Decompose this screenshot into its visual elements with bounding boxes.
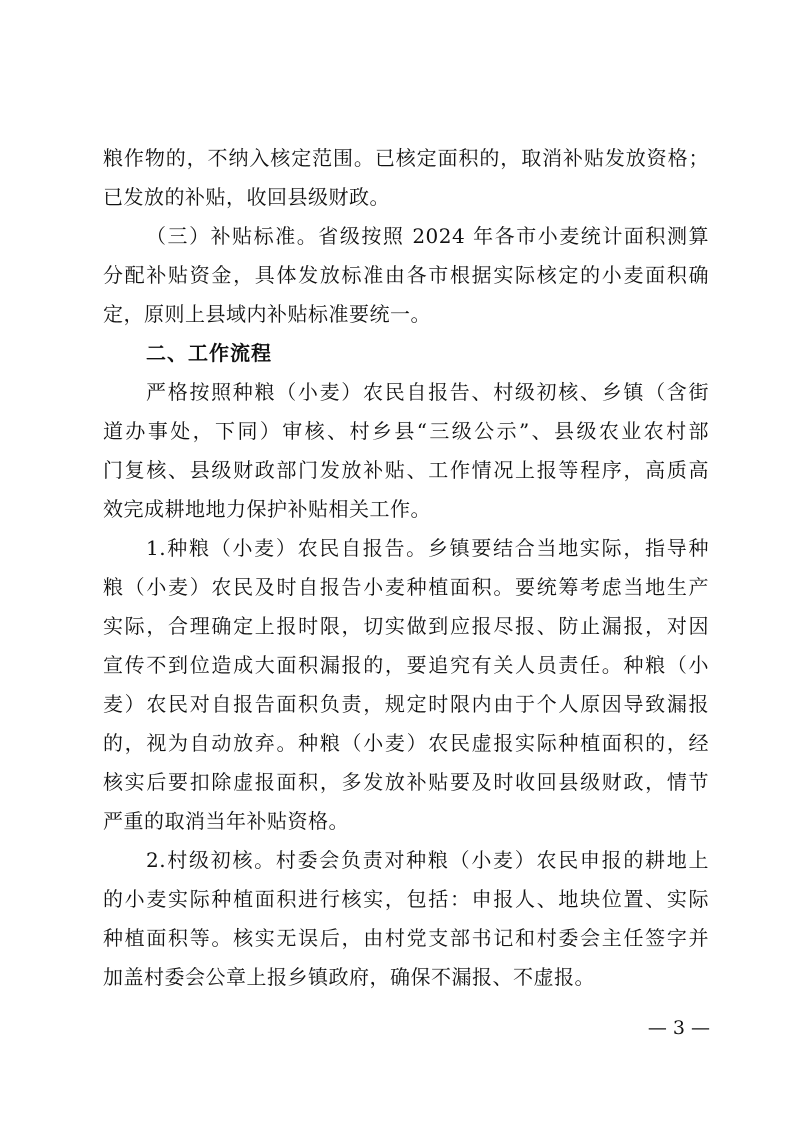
body-text-line: 门复核、县级财政部门发放补贴、工作情况上报等程序，高质高 bbox=[103, 458, 709, 482]
section-3-heading-line: （三）补贴标准。省级按照 2024 年各市小麦统计面积测算 bbox=[146, 224, 709, 248]
body-text-line: 种植面积等。核实无误后，由村党支部书记和村委会主任签字并 bbox=[103, 926, 709, 950]
body-text-line: 粮作物的，不纳入核定范围。已核定面积的，取消补贴发放资格； bbox=[103, 146, 709, 170]
body-text-line: 加盖村委会公章上报乡镇政府，确保不漏报、不虚报。 bbox=[103, 965, 595, 989]
body-text-line: 的小麦实际种植面积进行核实，包括：申报人、地块位置、实际 bbox=[103, 887, 709, 911]
section-heading-workflow: 二、工作流程 bbox=[146, 341, 272, 365]
body-text-line: 道办事处，下同）审核、村乡县“三级公示”、县级农业农村部 bbox=[103, 419, 709, 443]
item-2-heading-line: 2.村级初核。村委会负责对种粮（小麦）农民申报的耕地上 bbox=[146, 848, 709, 872]
body-text-line: 粮（小麦）农民及时自报告小麦种植面积。要统筹考虑当地生产 bbox=[103, 575, 709, 599]
body-text-line: 的，视为自动放弃。种粮（小麦）农民虚报实际种植面积的，经 bbox=[103, 731, 709, 755]
body-text-line: 分配补贴资金，具体发放标准由各市根据实际核定的小麦面积确 bbox=[103, 263, 709, 287]
body-text-line: 定，原则上县域内补贴标准要统一。 bbox=[103, 302, 431, 326]
body-text-line: 宣传不到位造成大面积漏报的，要追究有关人员责任。种粮（小 bbox=[103, 653, 709, 677]
page-number: — 3 — bbox=[647, 1017, 710, 1039]
body-text-line: 严重的取消当年补贴资格。 bbox=[103, 809, 349, 833]
body-text-line: 已发放的补贴，收回县级财政。 bbox=[103, 185, 390, 209]
item-1-heading-line: 1.种粮（小麦）农民自报告。乡镇要结合当地实际，指导种 bbox=[146, 536, 709, 560]
body-text-line: 麦）农民对自报告面积负责，规定时限内由于个人原因导致漏报 bbox=[103, 692, 709, 716]
body-text-line: 严格按照种粮（小麦）农民自报告、村级初核、乡镇（含街 bbox=[146, 380, 709, 404]
body-text-line: 核实后要扣除虚报面积，多发放补贴要及时收回县级财政，情节 bbox=[103, 770, 709, 794]
body-text-line: 实际，合理确定上报时限，切实做到应报尽报、防止漏报，对因 bbox=[103, 614, 709, 638]
body-text-line: 效完成耕地地力保护补贴相关工作。 bbox=[103, 497, 431, 521]
